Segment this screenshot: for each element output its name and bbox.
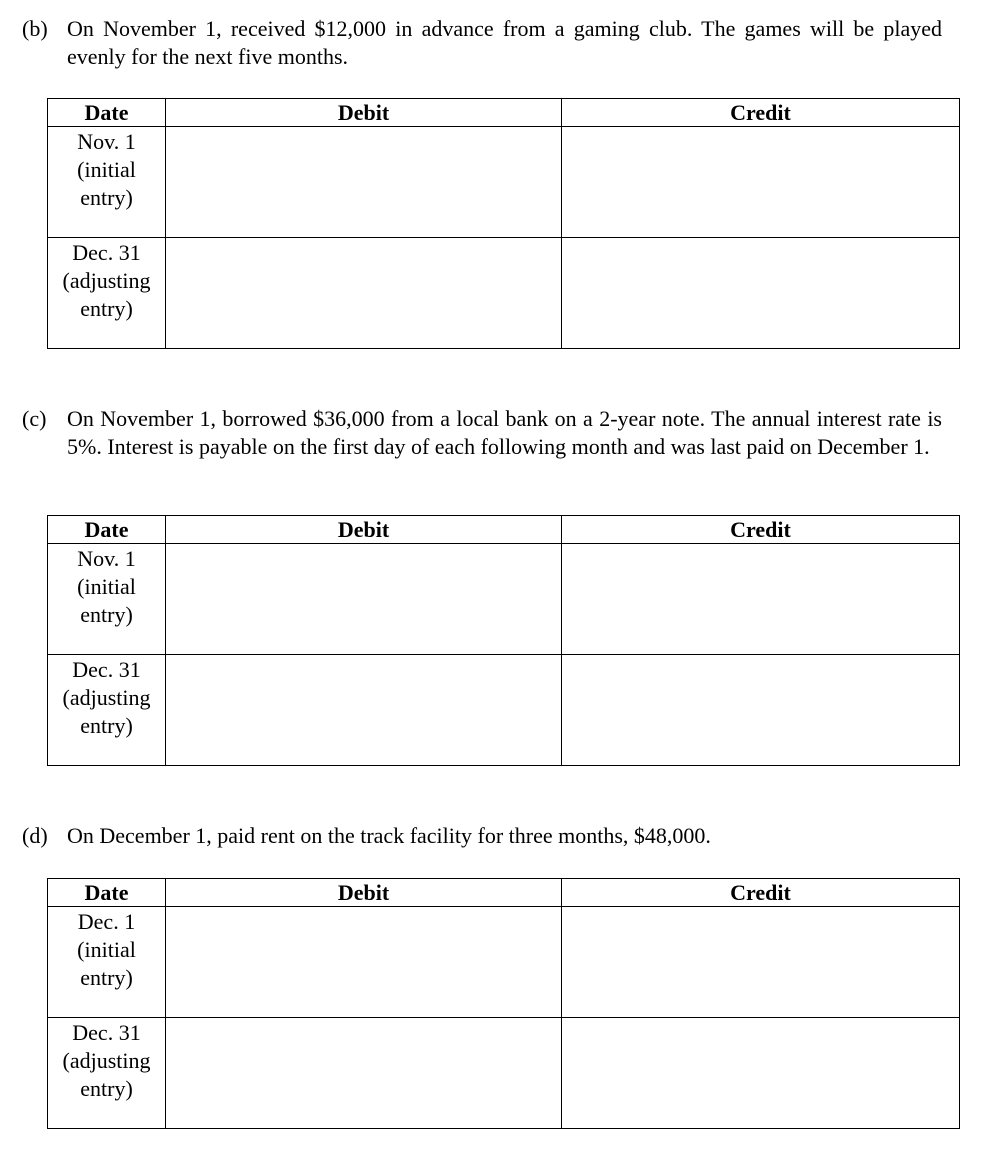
table-row	[48, 127, 960, 238]
problem-b	[22, 15, 942, 71]
date-header: Date	[48, 516, 166, 544]
debit-cell[interactable]	[166, 238, 562, 349]
credit-cell[interactable]	[562, 1018, 960, 1129]
problem-statement: On November 1, received $12,000 in advance from a gaming club. The games will be played evenly for the next five months.	[67, 16, 942, 69]
problem-letter: (c)	[22, 406, 47, 431]
debit-cell[interactable]	[166, 1018, 562, 1129]
journal-table-c	[47, 515, 960, 766]
debit-cell[interactable]	[166, 655, 562, 766]
credit-header: Credit	[562, 516, 960, 544]
credit-header: Credit	[562, 99, 960, 127]
debit-header: Debit	[166, 99, 562, 127]
date-line: entry)	[80, 185, 133, 210]
date-line: Dec. 31	[72, 1020, 141, 1045]
date-line: entry)	[80, 602, 133, 627]
date-header: Date	[48, 879, 166, 907]
date-line: (initial	[77, 157, 136, 182]
problem-letter: (b)	[22, 16, 48, 41]
problem-letter: (d)	[22, 823, 48, 848]
credit-header: Credit	[562, 879, 960, 907]
problem-d-text	[22, 822, 942, 850]
date-line: Nov. 1	[77, 129, 136, 154]
date-line: entry)	[80, 296, 133, 321]
date-cell	[48, 655, 166, 766]
date-line: (initial	[77, 937, 136, 962]
table-header-row	[48, 99, 960, 127]
table-row	[48, 655, 960, 766]
table-header-row	[48, 879, 960, 907]
problem-c	[22, 405, 942, 461]
credit-cell[interactable]	[562, 907, 960, 1018]
problem-statement: On November 1, borrowed $36,000 from a local bank on a 2-year note. The annual interest rate is 5%. Interest is payable on the first day of each following month and was last paid on December 1.	[67, 406, 942, 459]
problem-b-text	[22, 15, 942, 71]
date-line: entry)	[80, 713, 133, 738]
table-row	[48, 238, 960, 349]
table-row	[48, 907, 960, 1018]
date-line: entry)	[80, 1076, 133, 1101]
debit-header: Debit	[166, 516, 562, 544]
debit-cell[interactable]	[166, 907, 562, 1018]
credit-cell[interactable]	[562, 655, 960, 766]
date-line: (adjusting	[62, 268, 151, 293]
date-cell	[48, 907, 166, 1018]
problem-c-text	[22, 405, 942, 461]
credit-cell[interactable]	[562, 544, 960, 655]
credit-cell[interactable]	[562, 238, 960, 349]
date-line: Nov. 1	[77, 546, 136, 571]
problem-statement: On December 1, paid rent on the track facility for three months, $48,000.	[67, 823, 711, 848]
date-line: Dec. 31	[72, 657, 141, 682]
date-cell	[48, 238, 166, 349]
journal-table-b	[47, 98, 960, 349]
date-line: (adjusting	[62, 685, 151, 710]
debit-cell[interactable]	[166, 544, 562, 655]
date-line: (initial	[77, 574, 136, 599]
table-row	[48, 544, 960, 655]
date-header: Date	[48, 99, 166, 127]
credit-cell[interactable]	[562, 127, 960, 238]
date-line: Dec. 31	[72, 240, 141, 265]
table-row	[48, 1018, 960, 1129]
date-line: Dec. 1	[77, 909, 136, 934]
date-cell	[48, 544, 166, 655]
table-header-row	[48, 516, 960, 544]
date-line: (adjusting	[62, 1048, 151, 1073]
date-cell	[48, 1018, 166, 1129]
debit-header: Debit	[166, 879, 562, 907]
journal-table-d	[47, 878, 960, 1129]
problem-d	[22, 822, 942, 850]
date-cell	[48, 127, 166, 238]
debit-cell[interactable]	[166, 127, 562, 238]
date-line: entry)	[80, 965, 133, 990]
